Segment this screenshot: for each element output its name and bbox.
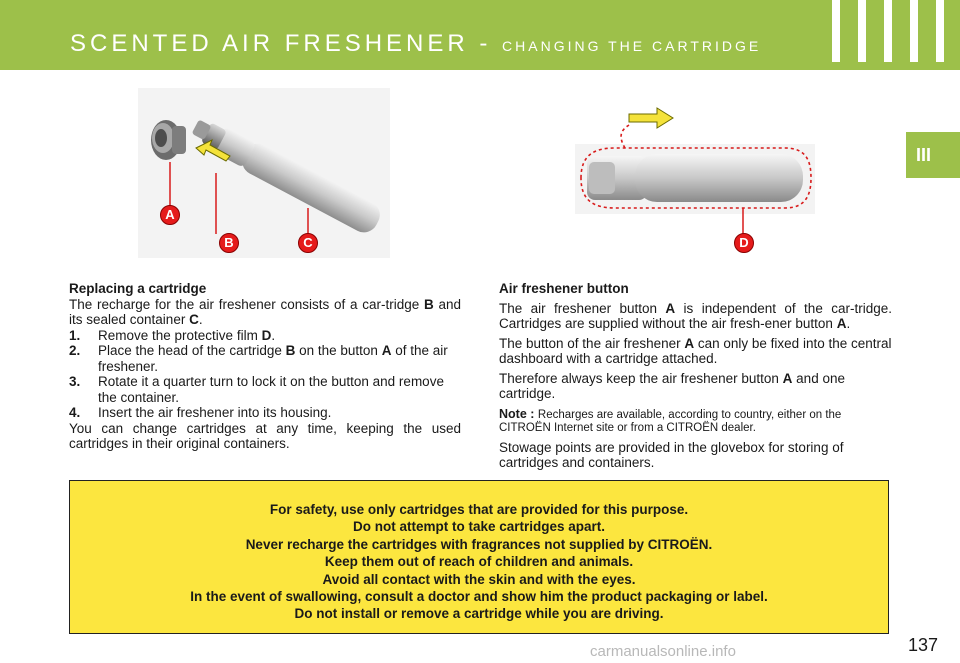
warning-line: In the event of swallowing, consult a doctor and show him the product packaging or label. <box>190 589 768 605</box>
right-para-4: Stowage points are provided in the glovebox for storing of cartridges and containers. <box>499 439 844 470</box>
chapter-tab: III <box>906 132 960 178</box>
left-column <box>69 281 461 452</box>
title-sub: CHANGING THE CARTRIDGE <box>502 38 762 54</box>
page-number: 137 <box>908 635 939 655</box>
right-note: Note : Recharges are available, according to country, either on the CITROËN Internet site or from a CITROËN dealer. <box>499 406 842 434</box>
label-d: D <box>734 233 754 253</box>
step-4: 4. Insert the air freshener into its housing. <box>69 405 332 420</box>
step-1: 1. Remove the protective film D. <box>69 327 276 343</box>
left-outro: You can change cartridges at any time, keeping the used cartridges in their original containers. <box>69 420 461 451</box>
right-para-3: Therefore always keep the air freshener button A and one cartridge. <box>499 370 845 401</box>
cartridge-figure-right <box>575 100 815 240</box>
left-heading: Replacing a cartridge <box>69 281 207 296</box>
step-3: 3. Rotate it a quarter turn to lock it on the button and remove the container. <box>69 374 444 405</box>
warning-line: Do not install or remove a cartridge while you are driving. <box>294 606 664 622</box>
label-c: C <box>298 233 318 253</box>
cartridge-figure-left <box>138 88 390 258</box>
warning-line: Never recharge the cartridges with fragrances not supplied by CITROËN. <box>245 536 713 552</box>
right-column <box>499 281 892 471</box>
safety-warning-box <box>69 480 889 634</box>
watermark: carmanualsonline.info <box>590 643 736 660</box>
right-para-1: The air freshener button A is independent of the car-tridge. Cartridges are supplied without the air fresh-ener button A. <box>499 300 892 331</box>
page-title <box>70 30 761 58</box>
warning-line: Keep them out of reach of children and animals. <box>324 554 634 570</box>
left-intro: The recharge for the air freshener consists of a car-tridge B and its sealed container C. <box>69 296 461 327</box>
title-main: SCENTED AIR FRESHENER - <box>70 30 503 57</box>
right-para-2: The button of the air freshener A can only be fixed into the central dashboard with a cartridge attached. <box>499 335 892 366</box>
warning-line: Do not attempt to take cartridges apart. <box>352 519 606 535</box>
warning-line: Avoid all contact with the skin and with the eyes. <box>322 571 636 587</box>
right-heading: Air freshener button <box>499 281 629 296</box>
label-a: A <box>160 205 180 225</box>
warning-line: For safety, use only cartridges that are provided for this purpose. <box>269 502 689 517</box>
page-header <box>0 0 960 70</box>
header-stripes <box>820 0 960 62</box>
step-2: 2. Place the head of the cartridge B on the button A of the air freshener. <box>69 343 448 374</box>
label-b: B <box>219 233 239 253</box>
